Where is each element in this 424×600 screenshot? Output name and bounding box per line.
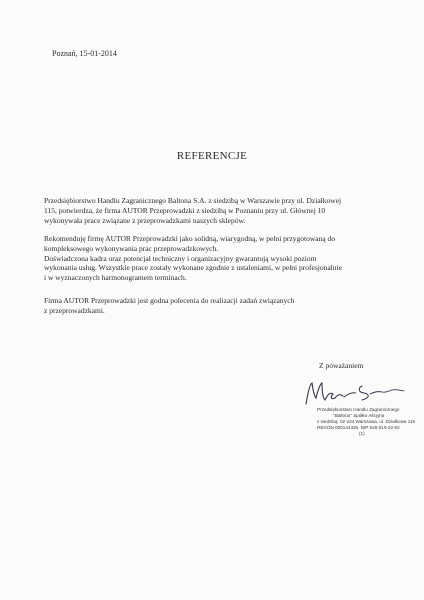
paragraph-line: wykonywała prace związane z przeprowadzkami naszych sklepów. [44,215,246,225]
stamp-line: Przedsiębiorstwo Handlu Zagranicznego [317,407,400,412]
paragraph-1 [44,196,374,225]
stamp-line: z siedzibą: 02-234 Warszawa, ul. Działkowa 115 [317,419,416,424]
signature-stroke [306,383,343,404]
signature-stroke [359,386,368,400]
paragraph-line: wykonania usług. Wszystkie prace zostały wykonane zgodnie z ustaleniami, w pełni profesjonalnie [44,263,342,273]
paragraph-line: z przeprowadzkami. [44,305,105,315]
paragraph-3 [44,296,374,316]
stamp-line: "Baltona" Spółka Akcyjna [333,413,385,418]
signature-stroke [370,390,404,394]
paragraph-line: Firma AUTOR Przeprowadzki jest godna polecenia do realizacji zadań związanych [44,296,295,305]
place-date: Poznań, 15-01-2014 [52,49,117,58]
signature-stroke [344,393,356,397]
company-stamp [317,407,417,437]
paragraph-line: Doświadczona kadra oraz potencjał techniczny i organizacyjny gwarantują wysoki poziom [44,253,317,263]
paragraph-2 [44,234,374,283]
paragraph-line: Przedsiębiorstwo Handlu Zagranicznego Baltona S.A. z siedzibą w Warszawie przy ul. Działkowej [44,196,342,205]
paragraph-line: kompleksowego wykonywania prac przeprowadzkowych. [44,243,219,253]
paragraph-line: i w wyznaczonych harmonogramem terminach. [44,273,187,283]
document-title: REFERENCJE [176,150,248,162]
paragraph-line: Rekomenduję firmę AUTOR Przeprowadzki jako solidną, wiarygodną, w pełni przygotowaną do [44,234,336,243]
stamp-line: (1) [359,431,365,436]
handwritten-signature [300,378,408,408]
paragraph-line: 115, potwierdza, że firma AUTOR Przeprowadzki z siedzibą w Poznaniu przy ul. Głównej 10 [44,205,326,215]
closing-salutation: Z poważaniem [319,361,364,370]
stamp-line: REGON 000144335, NIP 526-010-22-92 [317,425,400,430]
